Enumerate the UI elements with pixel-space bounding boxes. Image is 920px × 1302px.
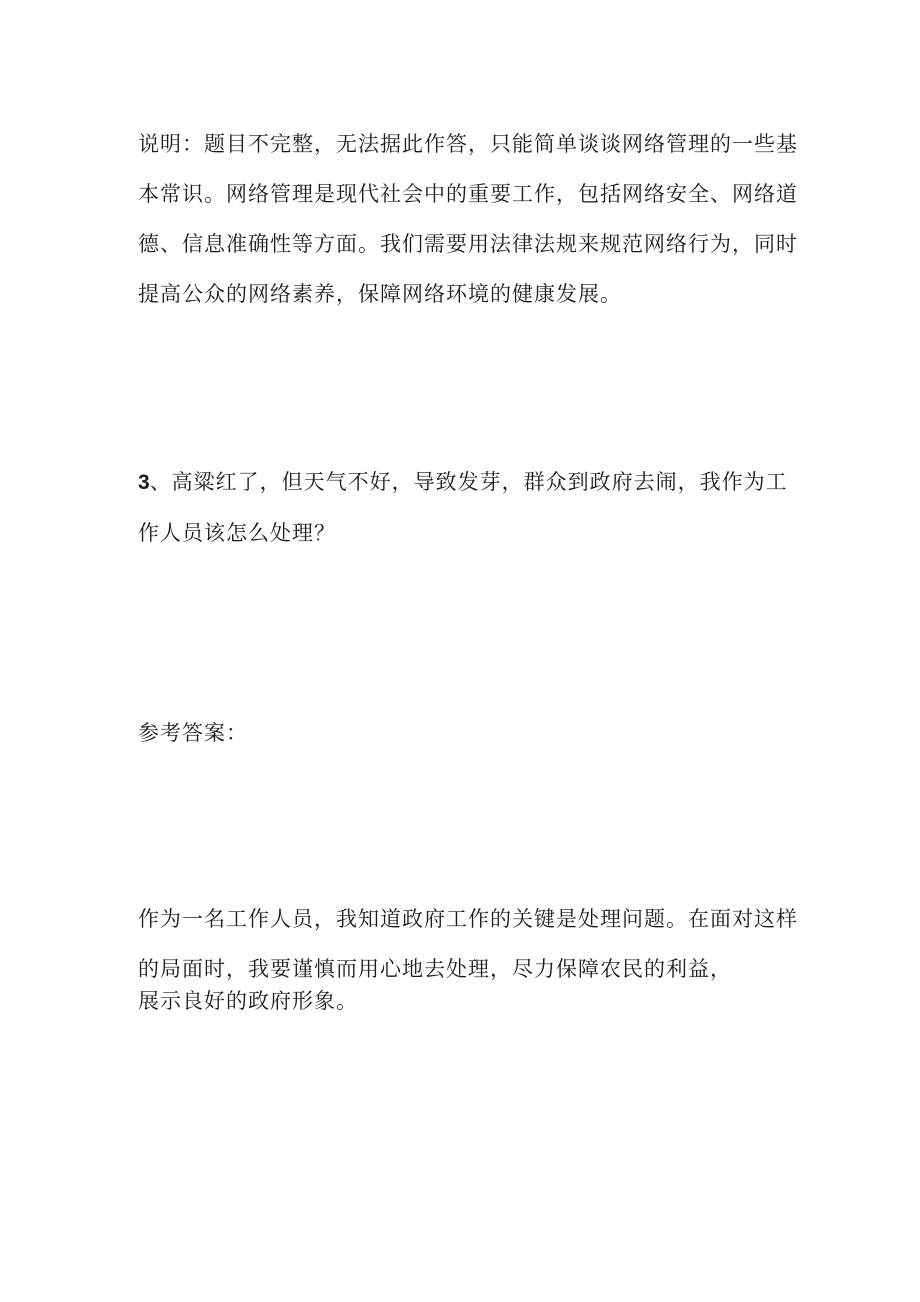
note-line-1: 说明：题目不完整，无法据此作答，只能简单谈谈网络管理的一些基 [138,132,798,156]
answer-line-3: 展示良好的政府形象。 [138,989,358,1013]
note-line-4: 提高公众的网络素养，保障网络环境的健康发展。 [138,282,622,306]
question-line-2: 作人员该怎么处理？ [138,521,336,545]
question-text: 、高粱红了，但天气不好，导致发芽，群众到政府去闹，我作为工 [149,470,788,494]
note-line-3: 德、信息准确性等方面。我们需要用法律法规来规范网络行为，同时 [138,232,798,256]
question-number: 3 [138,471,150,494]
answer-label: 参考答案： [138,721,248,745]
question-line-1 [138,469,788,496]
answer-line-1: 作为一名工作人员，我知道政府工作的关键是处理问题。在面对这样 [138,907,798,931]
answer-line-2: 的局面时，我要谨慎而用心地去处理，尽力保障农民的利益， [138,957,732,981]
note-line-2: 本常识。网络管理是现代社会中的重要工作，包括网络安全、网络道 [138,182,798,206]
